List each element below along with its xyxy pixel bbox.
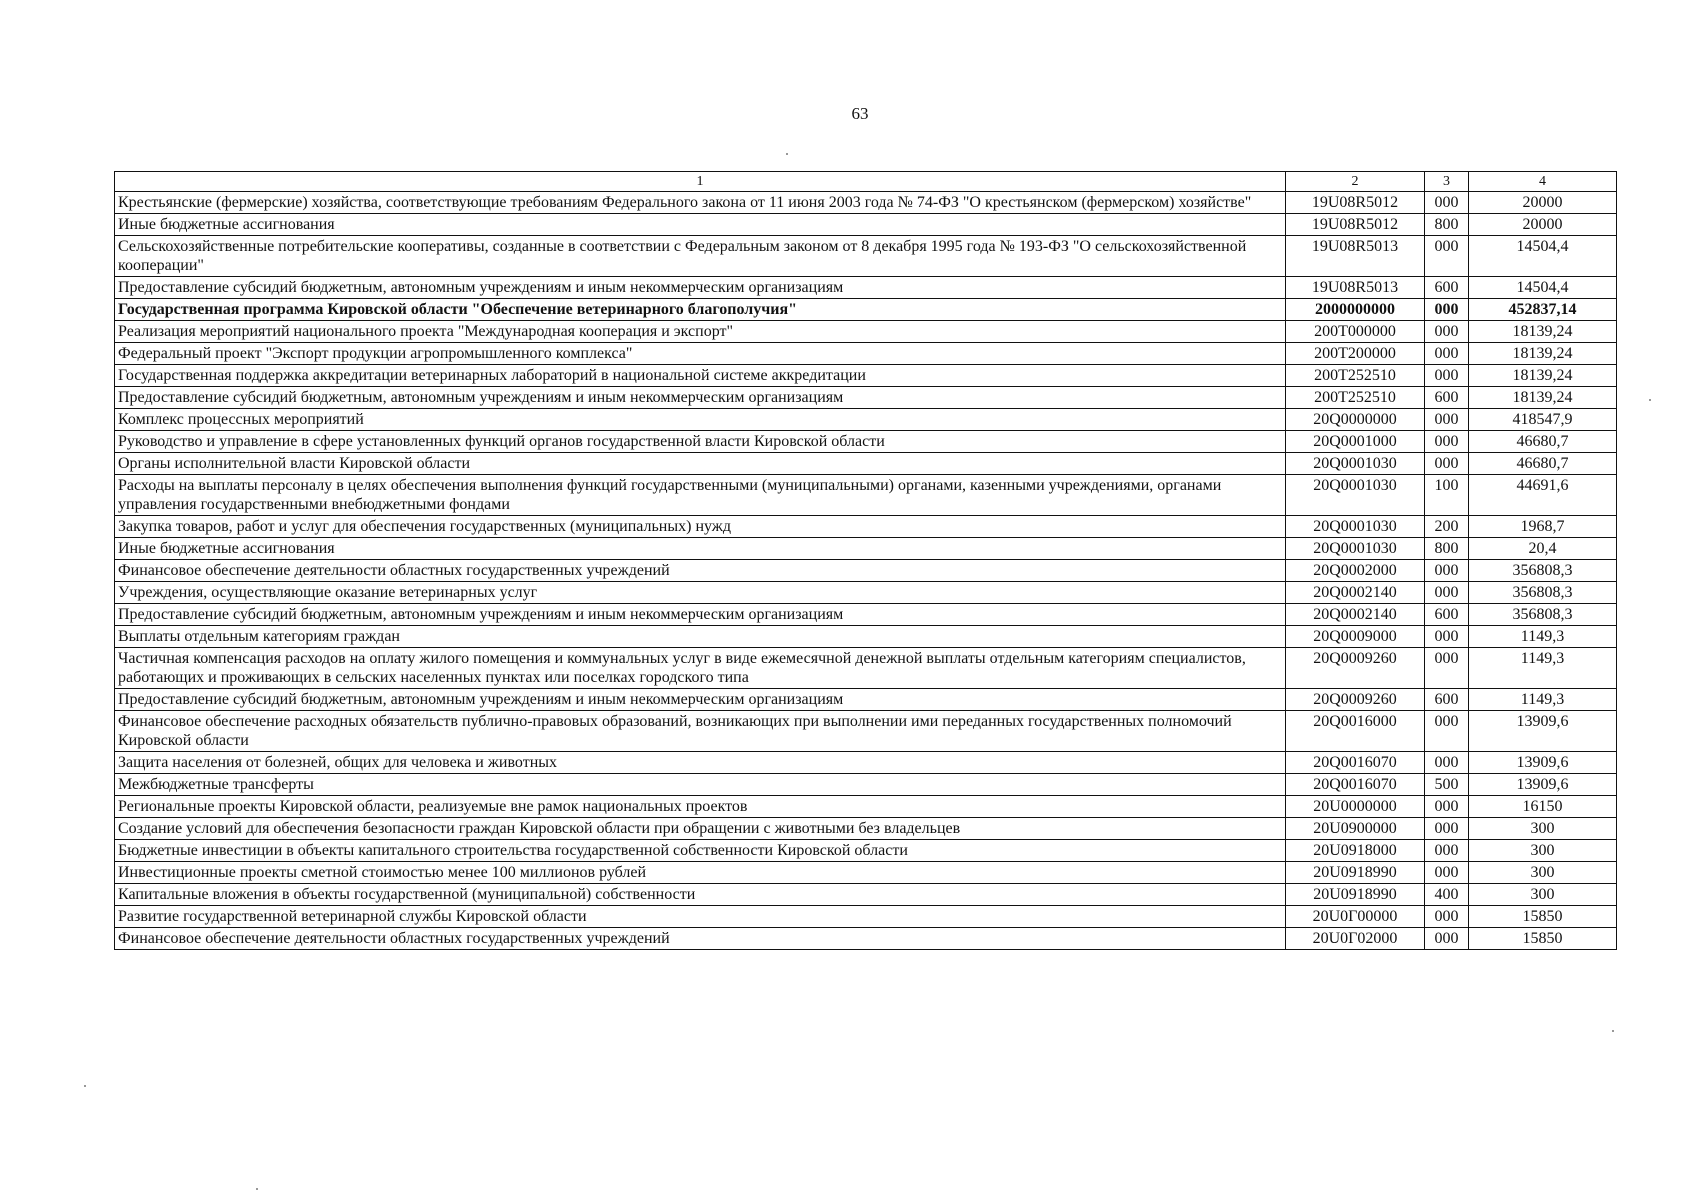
row-code-cell: 20U0918000 [1286, 840, 1425, 862]
scan-speck [84, 1085, 86, 1087]
row-type-cell: 000 [1425, 299, 1469, 321]
row-name-cell: Сельскохозяйственные потребительские кооперативы, созданные в соответствии с Федеральным законом от 8 декабря 1995 года № 193-ФЗ "О сельскохозяйственной кооперации" [115, 236, 1286, 277]
row-type-cell: 600 [1425, 604, 1469, 626]
row-code-cell: 200T252510 [1286, 387, 1425, 409]
row-code-cell: 20U0900000 [1286, 818, 1425, 840]
row-code-cell: 20Q0002140 [1286, 604, 1425, 626]
row-type-cell: 000 [1425, 818, 1469, 840]
row-sum-cell: 300 [1469, 840, 1617, 862]
table-row [115, 689, 1617, 711]
table-row [115, 387, 1617, 409]
row-code-cell: 20Q0002000 [1286, 560, 1425, 582]
row-name-cell: Частичная компенсация расходов на оплату жилого помещения и коммунальных услуг в виде ежемесячной денежной выплаты отдельным категориям специалистов, работающих и проживающих в сельских населенных пунктах или поселках городского типа [115, 648, 1286, 689]
row-name-cell: Государственная программа Кировской области "Обеспечение ветеринарного благополучия" [115, 299, 1286, 321]
row-type-cell: 000 [1425, 431, 1469, 453]
row-name-cell: Крестьянские (фермерские) хозяйства, соответствующие требованиям Федерального закона от 11 июня 2003 года № 74-ФЗ "О крестьянском (фермерском) хозяйстве" [115, 192, 1286, 214]
table-row [115, 431, 1617, 453]
row-sum-cell: 16150 [1469, 796, 1617, 818]
row-type-cell: 000 [1425, 906, 1469, 928]
row-type-cell: 400 [1425, 884, 1469, 906]
row-name-cell: Закупка товаров, работ и услуг для обеспечения государственных (муниципальных) нужд [115, 516, 1286, 538]
row-sum-cell: 44691,6 [1469, 475, 1617, 516]
table-row [115, 538, 1617, 560]
row-code-cell: 20Q0016000 [1286, 711, 1425, 752]
column-header-4: 4 [1469, 172, 1617, 192]
table-row [115, 365, 1617, 387]
row-code-cell: 20Q0009260 [1286, 689, 1425, 711]
row-type-cell: 100 [1425, 475, 1469, 516]
row-name-cell: Государственная поддержка аккредитации ветеринарных лабораторий в национальной системе аккредитации [115, 365, 1286, 387]
row-sum-cell: 1149,3 [1469, 626, 1617, 648]
scan-speck [1649, 399, 1651, 401]
row-code-cell: 20Q0001030 [1286, 538, 1425, 560]
row-sum-cell: 46680,7 [1469, 431, 1617, 453]
row-name-cell: Развитие государственной ветеринарной службы Кировской области [115, 906, 1286, 928]
row-name-cell: Федеральный проект "Экспорт продукции агропромышленного комплекса" [115, 343, 1286, 365]
row-type-cell: 000 [1425, 192, 1469, 214]
table-row [115, 774, 1617, 796]
row-type-cell: 000 [1425, 560, 1469, 582]
row-code-cell: 19U08R5012 [1286, 192, 1425, 214]
row-type-cell: 000 [1425, 626, 1469, 648]
row-sum-cell: 356808,3 [1469, 582, 1617, 604]
row-sum-cell: 300 [1469, 818, 1617, 840]
row-name-cell: Комплекс процессных мероприятий [115, 409, 1286, 431]
row-name-cell: Органы исполнительной власти Кировской области [115, 453, 1286, 475]
table-row [115, 277, 1617, 299]
row-code-cell: 20Q0000000 [1286, 409, 1425, 431]
row-name-cell: Иные бюджетные ассигнования [115, 538, 1286, 560]
row-name-cell: Финансовое обеспечение расходных обязательств публично-правовых образований, возникающих при выполнении ими переданных государственных полномочий Кировской области [115, 711, 1286, 752]
row-type-cell: 000 [1425, 928, 1469, 950]
row-name-cell: Финансовое обеспечение деятельности областных государственных учреждений [115, 560, 1286, 582]
table-row [115, 214, 1617, 236]
row-sum-cell: 1149,3 [1469, 689, 1617, 711]
row-code-cell: 20Q0001030 [1286, 453, 1425, 475]
row-type-cell: 000 [1425, 343, 1469, 365]
row-type-cell: 000 [1425, 321, 1469, 343]
row-type-cell: 000 [1425, 711, 1469, 752]
row-code-cell: 19U08R5013 [1286, 277, 1425, 299]
scan-speck [1612, 1030, 1614, 1032]
table-row [115, 818, 1617, 840]
row-sum-cell: 1968,7 [1469, 516, 1617, 538]
row-sum-cell: 356808,3 [1469, 604, 1617, 626]
scan-speck [256, 1188, 258, 1190]
row-code-cell: 19U08R5012 [1286, 214, 1425, 236]
row-type-cell: 000 [1425, 582, 1469, 604]
row-type-cell: 000 [1425, 453, 1469, 475]
row-name-cell: Иные бюджетные ассигнования [115, 214, 1286, 236]
table-row [115, 516, 1617, 538]
row-sum-cell: 418547,9 [1469, 409, 1617, 431]
row-name-cell: Региональные проекты Кировской области, реализуемые вне рамок национальных проектов [115, 796, 1286, 818]
row-name-cell: Межбюджетные трансферты [115, 774, 1286, 796]
table-row [115, 409, 1617, 431]
row-name-cell: Бюджетные инвестиции в объекты капитального строительства государственной собственности Кировской области [115, 840, 1286, 862]
row-sum-cell: 15850 [1469, 906, 1617, 928]
table-row [115, 752, 1617, 774]
row-sum-cell: 20000 [1469, 192, 1617, 214]
row-code-cell: 20Q0016070 [1286, 774, 1425, 796]
row-type-cell: 000 [1425, 236, 1469, 277]
row-name-cell: Руководство и управление в сфере установленных функций органов государственной власти Кировской области [115, 431, 1286, 453]
row-code-cell: 20U0000000 [1286, 796, 1425, 818]
table-row [115, 862, 1617, 884]
row-type-cell: 000 [1425, 648, 1469, 689]
row-code-cell: 20Q0001000 [1286, 431, 1425, 453]
row-name-cell: Создание условий для обеспечения безопасности граждан Кировской области при обращении с животными без владельцев [115, 818, 1286, 840]
row-sum-cell: 14504,4 [1469, 277, 1617, 299]
column-number-row [115, 172, 1617, 192]
row-name-cell: Предоставление субсидий бюджетным, автономным учреждениям и иным некоммерческим организациям [115, 277, 1286, 299]
row-code-cell: 2000000000 [1286, 299, 1425, 321]
table-row [115, 840, 1617, 862]
row-code-cell: 200T000000 [1286, 321, 1425, 343]
row-type-cell: 000 [1425, 752, 1469, 774]
column-header-3: 3 [1425, 172, 1469, 192]
table-row [115, 453, 1617, 475]
row-type-cell: 000 [1425, 409, 1469, 431]
row-code-cell: 200T200000 [1286, 343, 1425, 365]
row-type-cell: 800 [1425, 538, 1469, 560]
row-sum-cell: 452837,14 [1469, 299, 1617, 321]
row-code-cell: 20Q0009000 [1286, 626, 1425, 648]
row-code-cell: 20U0Г02000 [1286, 928, 1425, 950]
row-code-cell: 19U08R5013 [1286, 236, 1425, 277]
row-sum-cell: 13909,6 [1469, 752, 1617, 774]
row-name-cell: Финансовое обеспечение деятельности областных государственных учреждений [115, 928, 1286, 950]
row-type-cell: 000 [1425, 840, 1469, 862]
row-code-cell: 20Q0001030 [1286, 516, 1425, 538]
row-sum-cell: 1149,3 [1469, 648, 1617, 689]
row-name-cell: Предоставление субсидий бюджетным, автономным учреждениям и иным некоммерческим организациям [115, 689, 1286, 711]
row-sum-cell: 18139,24 [1469, 365, 1617, 387]
table-row [115, 343, 1617, 365]
row-sum-cell: 20,4 [1469, 538, 1617, 560]
row-name-cell: Выплаты отдельным категориям граждан [115, 626, 1286, 648]
row-sum-cell: 14504,4 [1469, 236, 1617, 277]
budget-table [114, 171, 1617, 950]
row-type-cell: 500 [1425, 774, 1469, 796]
table-row [115, 928, 1617, 950]
row-sum-cell: 46680,7 [1469, 453, 1617, 475]
row-type-cell: 000 [1425, 365, 1469, 387]
table-row [115, 192, 1617, 214]
table-row [115, 648, 1617, 689]
row-type-cell: 000 [1425, 862, 1469, 884]
row-name-cell: Защита населения от болезней, общих для человека и животных [115, 752, 1286, 774]
row-code-cell: 200T252510 [1286, 365, 1425, 387]
row-sum-cell: 13909,6 [1469, 774, 1617, 796]
row-sum-cell: 300 [1469, 884, 1617, 906]
table-row [115, 711, 1617, 752]
row-code-cell: 20U0918990 [1286, 862, 1425, 884]
table-body [115, 192, 1617, 950]
row-name-cell: Инвестиционные проекты сметной стоимостью менее 100 миллионов рублей [115, 862, 1286, 884]
column-header-1: 1 [115, 172, 1286, 192]
table-row [115, 906, 1617, 928]
table-row [115, 560, 1617, 582]
row-code-cell: 20U0918990 [1286, 884, 1425, 906]
page-number: 63 [851, 104, 869, 123]
row-type-cell: 600 [1425, 277, 1469, 299]
row-code-cell: 20U0Г00000 [1286, 906, 1425, 928]
row-name-cell: Предоставление субсидий бюджетным, автономным учреждениям и иным некоммерческим организациям [115, 387, 1286, 409]
row-type-cell: 200 [1425, 516, 1469, 538]
table-row [115, 321, 1617, 343]
row-code-cell: 20Q0001030 [1286, 475, 1425, 516]
row-type-cell: 800 [1425, 214, 1469, 236]
table-row [115, 582, 1617, 604]
row-sum-cell: 20000 [1469, 214, 1617, 236]
row-name-cell: Капитальные вложения в объекты государственной (муниципальной) собственности [115, 884, 1286, 906]
row-sum-cell: 15850 [1469, 928, 1617, 950]
scan-speck [786, 153, 788, 155]
row-sum-cell: 18139,24 [1469, 321, 1617, 343]
row-name-cell: Учреждения, осуществляющие оказание ветеринарных услуг [115, 582, 1286, 604]
table-row [115, 626, 1617, 648]
row-code-cell: 20Q0016070 [1286, 752, 1425, 774]
row-sum-cell: 13909,6 [1469, 711, 1617, 752]
row-code-cell: 20Q0009260 [1286, 648, 1425, 689]
table-row [115, 236, 1617, 277]
row-code-cell: 20Q0002140 [1286, 582, 1425, 604]
row-type-cell: 000 [1425, 796, 1469, 818]
row-type-cell: 600 [1425, 387, 1469, 409]
row-type-cell: 600 [1425, 689, 1469, 711]
row-name-cell: Предоставление субсидий бюджетным, автономным учреждениям и иным некоммерческим организациям [115, 604, 1286, 626]
row-name-cell: Расходы на выплаты персоналу в целях обеспечения выполнения функций государственными (муниципальными) органами, казенными учреждениями, органами управления государственными внебюджетными фондами [115, 475, 1286, 516]
row-sum-cell: 356808,3 [1469, 560, 1617, 582]
column-header-2: 2 [1286, 172, 1425, 192]
row-sum-cell: 18139,24 [1469, 343, 1617, 365]
row-name-cell: Реализация мероприятий национального проекта "Международная кооперация и экспорт" [115, 321, 1286, 343]
row-sum-cell: 18139,24 [1469, 387, 1617, 409]
table-row [115, 884, 1617, 906]
table-row [115, 475, 1617, 516]
table-row [115, 299, 1617, 321]
table-row [115, 604, 1617, 626]
table-row [115, 796, 1617, 818]
row-sum-cell: 300 [1469, 862, 1617, 884]
